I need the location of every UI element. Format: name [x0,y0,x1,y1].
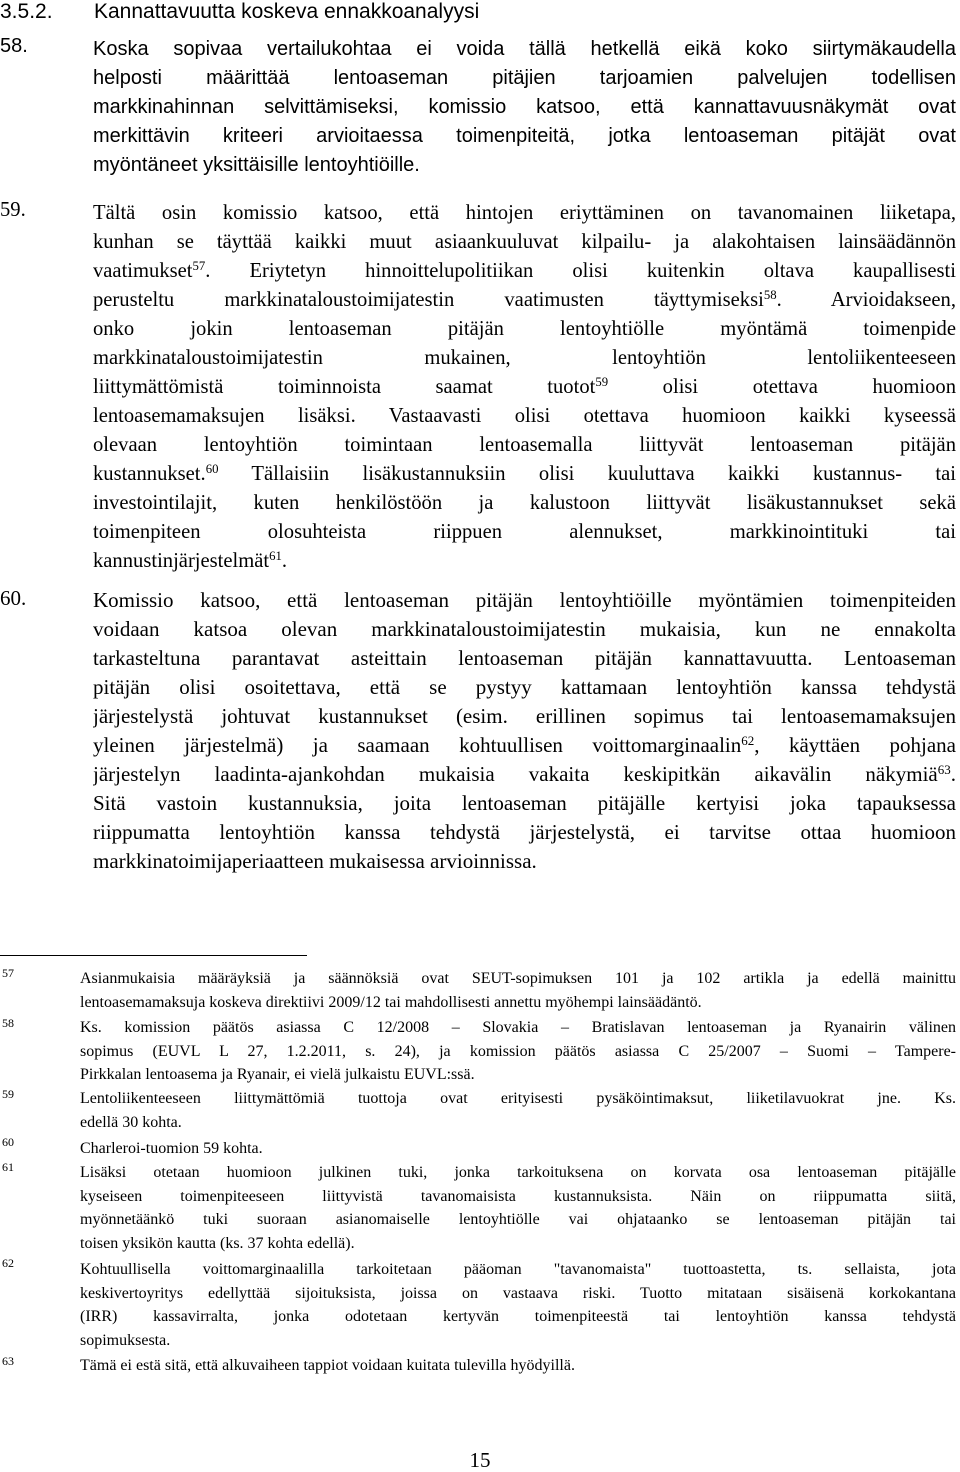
footnote-number: 57 [2,966,14,980]
footnote-59 [80,1087,956,1134]
paragraph-number: 58. [0,35,28,57]
paragraph-59 [0,199,956,576]
section-number: 3.5.2. [0,0,53,23]
footnote-line: lentoasemamaksuja koskeva direktiivi 2009/12 tai mahdollisesti annettu myöhempi lainsäädäntö. [80,993,702,1011]
footnote-line: myönnetäänkö tuki suoraan asianomaiselle lentoyhtiölle vai ohjataanko se lentoaseman pitäjän tai [80,1211,956,1228]
footnote-line: Charleroi-tuomion 59 kohta. [80,1140,263,1157]
page-number: 15 [469,1448,491,1472]
footnote-line: toisen yksikön kautta (ks. 37 kohta edellä). [80,1234,355,1252]
footnote-ref[interactable]: 61 [269,548,282,563]
footnote-62 [80,1258,956,1352]
footnote-number: 61 [2,1160,14,1174]
footnote-line: kyseiseen toimenpiteeseen liittyvistä tavanomaisista kustannuksista. Näin on riippumatta siitä, [80,1187,956,1205]
footnote-ref[interactable]: 59 [595,374,609,389]
footnote-61 [80,1161,956,1255]
text-line: merkittävin kriteeri arvioitaessa toimenpiteitä, jotka lentoaseman pitäjät ovat [93,125,956,147]
text-line: myöntäneet yksittäisille lentoyhtiöille. [93,154,420,176]
footnote-ref[interactable]: 57 [192,258,206,273]
footnote-line: edellä 30 kohta. [80,1113,182,1131]
paragraph-60 [0,586,956,876]
text-line: vaatimukset$^{57}$. Eriytetyn hinnoittelupolitiikan olisi kuitenkin oltava kaupallisesti [93,258,956,282]
footnote-ref[interactable]: 58 [763,287,777,302]
paragraph-number: 60. [0,586,27,610]
section-heading [0,0,479,24]
text-line: investointilajit, kuten henkilöstöön ja kalustoon liittyvät lisäkustannukset sekä [93,492,956,514]
text-line: markkinataloustoimijatestin mukainen, lentoyhtiön lentoliikenteeseen [93,347,956,369]
footnote-line: Lentoliikenteeseen liittymättömiä tuottoja ovat erityisesti pysäköintimaksut, liiketilavuokrat jne. Ks. [80,1090,956,1107]
text-line: lentoasemamaksujen lisäksi. Vastaavasti olisi otettava huomioon kaikki kyseessä [93,405,956,427]
text-line: helposti määrittää lentoaseman pitäjien tarjoamien palvelujen todellisen [93,67,956,89]
section-title: Kannattavuutta koskeva ennakkoanalyysi [94,0,480,23]
footnote-number: 59 [2,1087,14,1101]
footnote-line: Lisäksi otetaan huomioon julkinen tuki, jonka tarkoituksena on korvata osa lentoaseman pitäjälle [80,1164,956,1181]
footnote-line: sopimuksesta. [80,1331,171,1349]
text-line: onko jokin lentoaseman pitäjän lentoyhtiölle myöntämä toimenpide [93,318,956,340]
footnote-number: 62 [2,1256,14,1270]
text-line: markkinahinnan selvittämiseksi, komissio katsoo, että kannattavuusnäkymät ovat [93,96,956,118]
text-line: järjestelyn laadinta-ajankohdan mukaisia vakaita keskipitkän aikavälin näkymiä$^{63}$. [93,761,956,786]
text-line: voidaan katsoa olevan markkinataloustoimijatestin mukaisia, kun ne ennakolta [93,617,956,641]
text-line: Sitä vastoin kustannuksia, joita lentoaseman pitäjälle kertyisi joka tapauksessa [93,791,956,815]
footnote-line: Kohtuullisella voittomarginaalilla tarkoitetaan pääoman "tavanomaista" tuottoastetta, ts. sellaista, jota [80,1261,956,1278]
footnote-ref[interactable]: 62 [741,732,755,748]
text-line: Tältä osin komissio katsoo, että hintojen eriyttäminen on tavanomainen liiketapa, [93,202,956,224]
footnote-ref[interactable]: 63 [937,761,951,777]
text-line: pitäjän olisi osoitettava, että se pystyy kattamaan lentoyhtiön kanssa tehdystä [93,675,956,699]
text-line: tarkasteltuna parantavat asteittain lentoaseman pitäjän kannattavuutta. Lentoaseman [93,646,956,670]
text-line: markkinatoimijaperiaatteen mukaisessa arvioinnissa. [93,849,537,873]
footnote-60 [80,1137,956,1161]
text-line: kunhan se täyttää kaikki muut asiaankuuluvat kilpailu- ja alakohtaisen lainsäädännön [93,231,956,253]
footnote-line: keskivertoyritys edellyttää sijoituksista, joissa on vastaava riski. Tuotto mitataan sisäisenä korkokantana [80,1284,956,1302]
footnote-ref[interactable]: 60 [205,461,219,476]
text-line: Koska sopivaa vertailukohtaa ei voida tällä hetkellä eikä koko siirtymäkaudella [93,38,956,60]
footnote-line: Pirkkalan lentoasema ja Ryanair, ei vielä julkaistu EUVL:ssä. [80,1066,475,1083]
text-line: kannustinjärjestelmät$^{61}$. [93,548,288,572]
text-line: kustannukset.$^{60}$ Tällaisiin lisäkustannuksiin olisi kuuluttava kaikki kustannus- tai [93,461,956,485]
footnote-line: Ks. komission päätös asiassa C 12/2008 – Slovakia – Bratislavan lentoaseman ja Ryanairin välinen [80,1019,956,1036]
text-line: järjestelystä johtuvat kustannukset (esim. erillinen sopimus tai lentoasemamaksujen [93,704,956,728]
text-line: Komissio katsoo, että lentoaseman pitäjän lentoyhtiöille myöntämien toimenpiteiden [93,588,956,612]
footnote-separator [0,955,307,956]
footnote-63 [80,1354,956,1378]
footnote-line: Asianmukaisia määräyksiä ja säännöksiä ovat SEUT-sopimuksen 101 ja 102 artikla ja edellä mainittu [80,970,956,987]
text-line: riippumatta lentoyhtiön kanssa tehdystä järjestelystä, ei tarvitse ottaa huomioon [93,820,956,844]
footnote-line: (IRR) kassavirralta, jonka odotetaan kertyvän toimenpiteestä tai lentoyhtiön kanssa tehdystä [80,1308,956,1325]
footnote-number: 63 [2,1354,14,1368]
footnote-58 [80,1016,956,1087]
paragraph-58 [0,35,956,180]
footnote-line: Tämä ei estä sitä, että alkuvaiheen tappiot voidaan kuitata tulevilla hyödyillä. [80,1357,575,1374]
footnote-57 [80,967,956,1014]
footnote-line: sopimus (EUVL L 27, 1.2.2011, s. 24), ja komission päätös asiassa C 25/2007 – Suomi – Tampere- [80,1042,956,1060]
text-line: perusteltu markkinataloustoimijatestin vaatimusten täyttymiseksi$^{58}$. Arvioidakseen, [93,287,956,311]
text-line: liittymättömistä toiminnoista saamat tuotot$^{59}$ olisi otettava huomioon [93,374,956,398]
footnote-number: 60 [2,1135,14,1149]
text-line: toimenpiteen olosuhteista riippuen alennukset, markkinointituki tai [93,521,956,543]
text-line: yleinen järjestelmä) ja saamaan kohtuullisen voittomarginaalin$^{62}$, käyttäen pohjana [93,732,956,757]
footnote-number: 58 [2,1016,14,1030]
paragraph-number: 59. [0,199,26,221]
text-line: olevaan lentoyhtiön toimintaan lentoasemalla liittyvät lentoaseman pitäjän [93,434,956,456]
